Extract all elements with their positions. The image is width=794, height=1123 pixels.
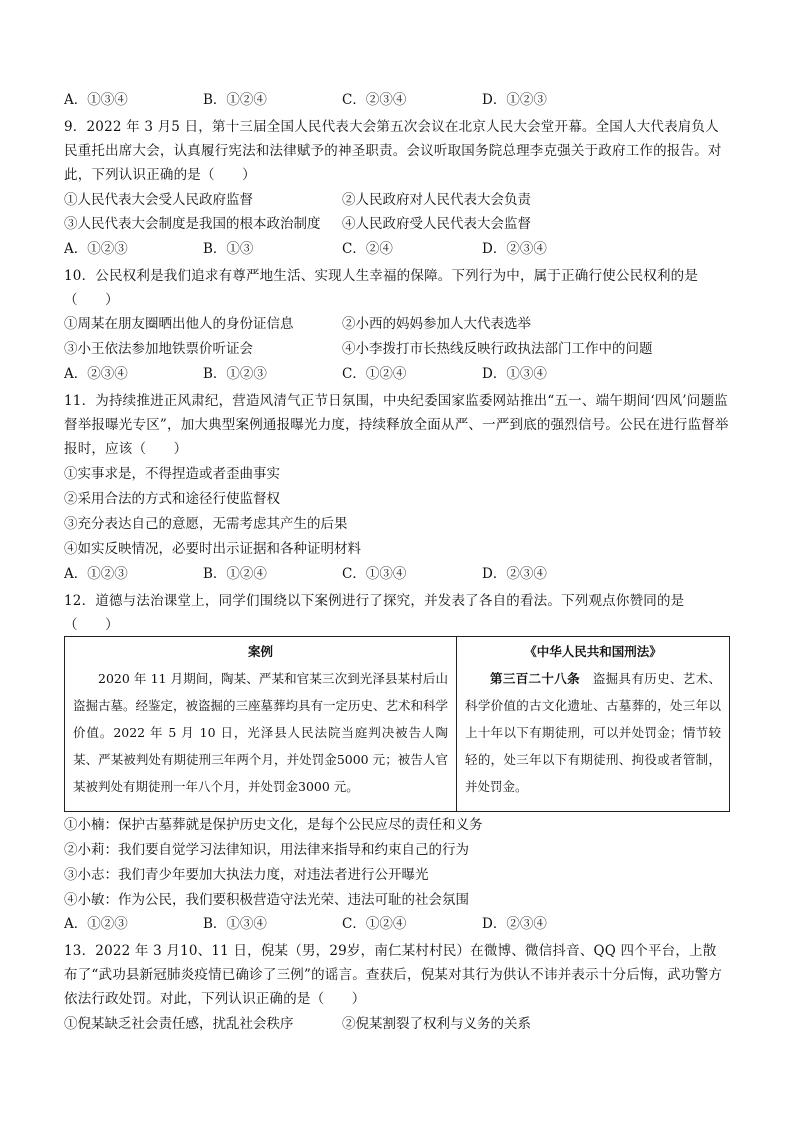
case-text: 2020 年 11 月期间，陶某、严某和官某三次到光泽县某村后山盗掘古墓。经鉴定，被盗掘的三座墓葬均具有一定历史、艺术和科学价值。2022 年 5 月 10 日，光泽县人民法院当庭判决被告人陶某、严某被判处有期徒刑三年两个月，并处罚金5000 元；被告人官某被判处有期徒刑一年八个月，并处罚金3000 元。 [73, 671, 449, 794]
q9-option-a[interactable]: A．①②③ [64, 241, 128, 257]
law-text: 盗掘具有历史、艺术、科学价值的古文化遗址、古墓葬的，处三年以上十年以下有期徒刑，可以并处罚金；情节较轻的，处三年以下有期徒刑、拘役或者管制，并处罚金。 [465, 671, 721, 794]
q10-item-4: ④小李拨打市长热线反映行政执法部门工作中的问题 [342, 341, 653, 357]
case-column [65, 637, 457, 811]
q10-item-3: ③小王依法参加地铁票价听证会 [64, 341, 253, 357]
q12-item-4: ④小敏：作为公民，我们要积极营造守法光荣、违法可耻的社会氛围 [64, 892, 469, 908]
q10-item-2: ②小西的妈妈参加人大代表选举 [342, 316, 531, 332]
q12-option-c[interactable]: C．①②④ [342, 916, 407, 932]
q9-option-c[interactable]: C．②④ [342, 241, 393, 257]
q10-stem: 10．公民权利是我们追求有尊严地生活、实现人生幸福的保障。下列行为中，属于正确行使公民权利的是（ ） [64, 268, 699, 308]
q12-item-2: ②小莉：我们要自觉学习法律知识，用法律来指导和约束自己的行为 [64, 842, 469, 858]
q8-option-a[interactable]: A．①③④ [64, 92, 128, 108]
q10-item-1: ①周某在朋友圈晒出他人的身份证信息 [64, 316, 294, 332]
case-title: 案例 [247, 644, 273, 659]
q9-option-b[interactable]: B．①③ [203, 241, 254, 257]
q10-option-a[interactable]: A．②③④ [64, 366, 128, 382]
q9-item-3: ③人民代表大会制度是我国的根本政治制度 [64, 216, 321, 232]
q10-option-c[interactable]: C．①②④ [342, 366, 407, 382]
q11-option-b[interactable]: B．①②④ [203, 566, 267, 582]
q9-item-1: ①人民代表大会受人民政府监督 [64, 192, 253, 208]
law-title: 《中华人民共和国刑法》 [524, 644, 662, 659]
q12-stem: 12．道德与法治课堂上，同学们围绕以下案例进行了探究，并发表了各自的看法。下列观点你赞同的是（ ） [64, 593, 685, 633]
q11-option-c[interactable]: C．①③④ [342, 566, 407, 582]
q11-item-2: ②采用合法的方式和途径行使监督权 [64, 491, 280, 507]
q13-item-2: ②倪某割裂了权利与义务的关系 [342, 1016, 531, 1032]
q9-item-4: ④人民政府受人民代表大会监督 [342, 216, 531, 232]
q12-option-d[interactable]: D．②③④ [482, 916, 547, 932]
law-column [457, 637, 729, 811]
q13-item-1: ①倪某缺乏社会责任感，扰乱社会秩序 [64, 1016, 294, 1032]
q9-option-d[interactable]: D．②③④ [482, 241, 547, 257]
q12-option-a[interactable]: A．①②③ [64, 916, 128, 932]
q11-option-a[interactable]: A．①②③ [64, 566, 128, 582]
q11-item-4: ④如实反映情况，必要时出示证据和各种证明材料 [64, 541, 361, 557]
q12-option-b[interactable]: B．①③④ [203, 916, 267, 932]
q9-stem: 9．2022 年 3 月5 日，第十三届全国人民代表大会第五次会议在北京人民大会堂开幕。全国人大代表肩负人民重托出席大会，认真履行宪法和法律赋予的神圣职责。会议听取国务院总理李克强关于政府工作的报告。对此，下列认识正确的是（ ） [64, 119, 722, 183]
q11-option-d[interactable]: D．②③④ [482, 566, 547, 582]
q13-stem: 13．2022 年 3 月10、11 日，倪某（男，29岁，南仁某村村民）在微博、微信抖音、QQ 四个平台，上散布了“武功县新冠肺炎疫情已确诊了三例”的谣言。查获后，倪某对其行为供认不讳并表示十分后悔，武功警方依法行政处罚。对此，下列认识正确的是（ ） [64, 943, 723, 1007]
q11-item-1: ①实事求是，不得捏造或者歪曲事实 [64, 466, 280, 482]
q9-item-2: ②人民政府对人民代表大会负责 [342, 192, 531, 208]
law-body [465, 665, 721, 800]
q8-option-b[interactable]: B．①②④ [203, 92, 267, 108]
q12-item-1: ①小楠：保护古墓葬就是保护历史文化，是每个公民应尽的责任和义务 [64, 817, 483, 833]
q8-option-c[interactable]: C．②③④ [342, 92, 407, 108]
q8-option-d[interactable]: D．①②③ [482, 92, 547, 108]
q10-option-d[interactable]: D．①③④ [482, 366, 547, 382]
law-article: 第三百二十八条 [490, 671, 580, 686]
case-table [64, 636, 730, 812]
q12-item-3: ③小志：我们青少年要加大执法力度，对违法者进行公开曝光 [64, 867, 429, 883]
q11-item-3: ③充分表达自己的意愿，无需考虑其产生的后果 [64, 516, 348, 532]
q11-stem: 11．为持续推进正风肃纪，营造风清气正节日氛围，中央纪委国家监委网站推出“五一、端午期间‘四风’问题监督举报曝光专区”，加大典型案例通报曝光力度，持续释放全面从严、一严到底的强烈信号。公民在进行监督举报时，应该（ ） [64, 393, 729, 457]
q10-option-b[interactable]: B．①②③ [203, 366, 267, 382]
